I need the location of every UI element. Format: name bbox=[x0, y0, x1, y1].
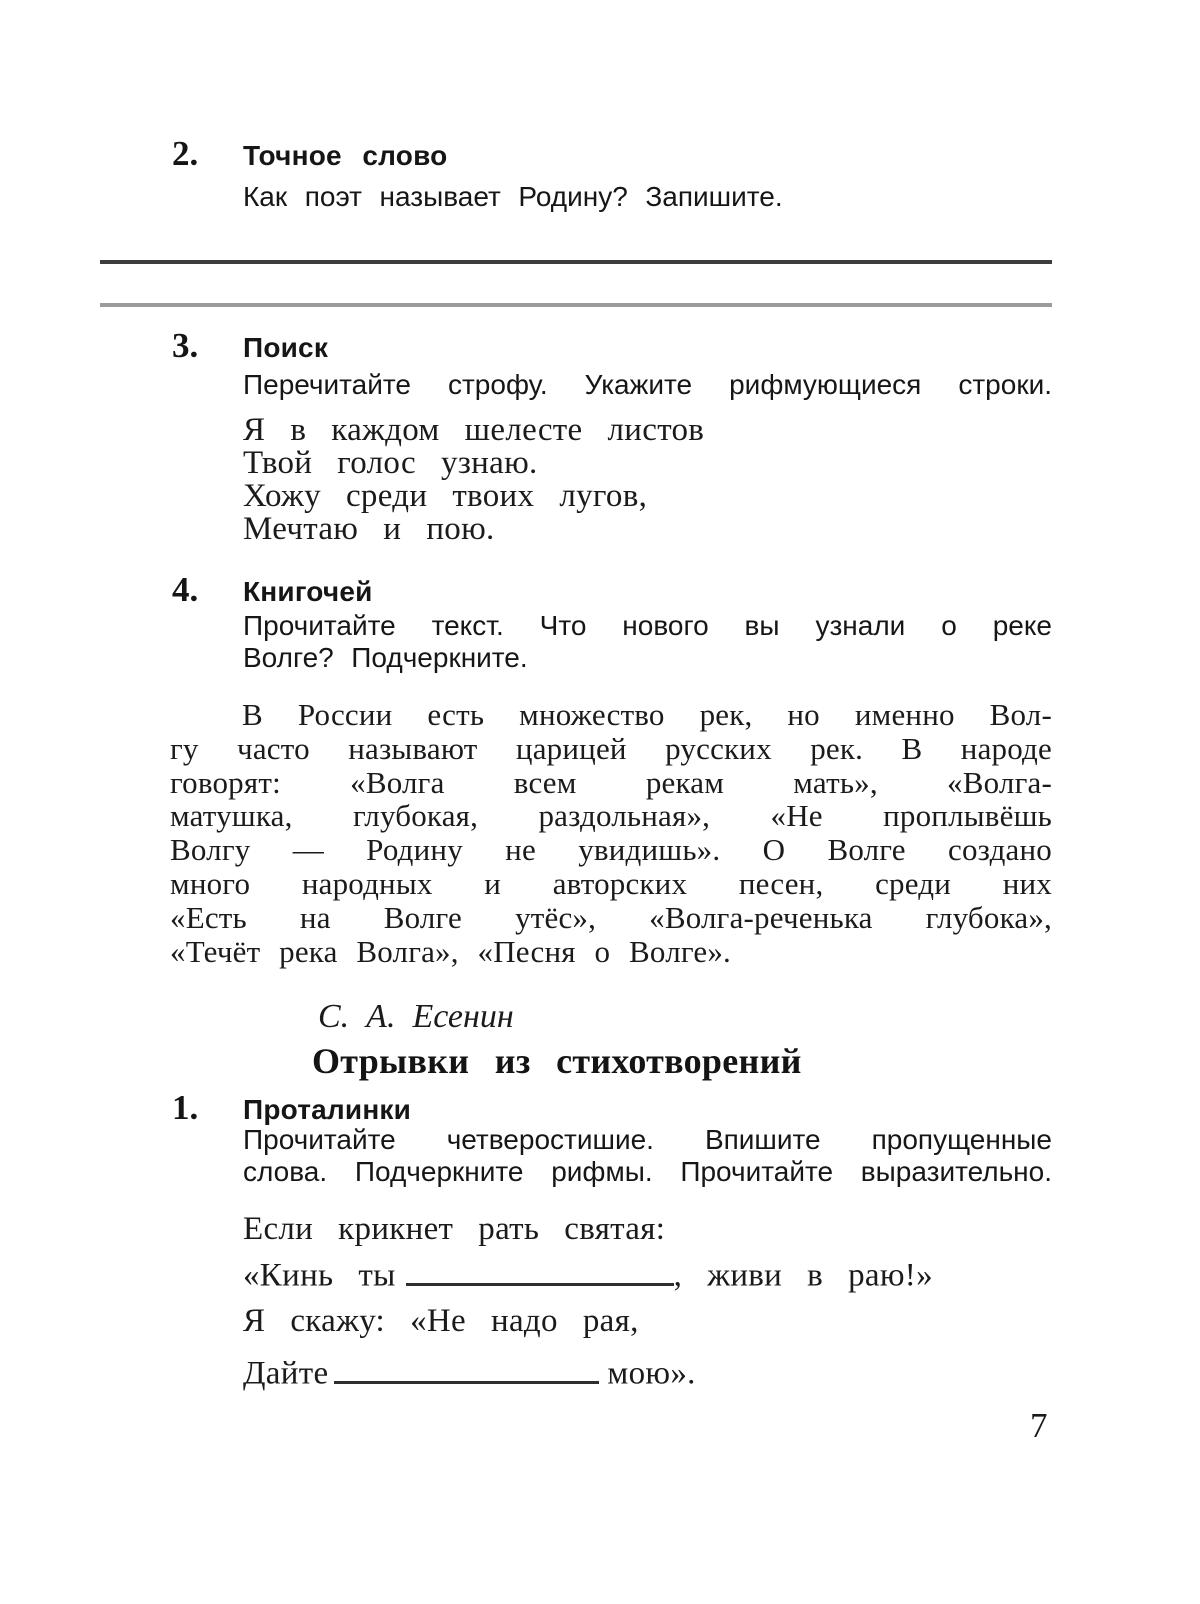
section-3-instruction bbox=[243, 369, 1052, 401]
section-1-number: 1. bbox=[172, 1088, 199, 1127]
poem-line-with-blank bbox=[243, 1350, 1052, 1396]
section-4-number: 4. bbox=[172, 570, 199, 609]
fill-in-blank-2[interactable] bbox=[334, 1350, 599, 1384]
text-line: говорят: «Волга всем рекам мать», «Волга- bbox=[170, 764, 1052, 800]
text-line: «Есть на Волге утёс», «Волга-реченька глубока», bbox=[170, 899, 1052, 935]
section-4-title: Книгочей bbox=[243, 576, 373, 607]
text-line: В России есть множество рек, но именно Вол- bbox=[242, 697, 1052, 732]
answer-line-1[interactable] bbox=[100, 260, 1052, 264]
answer-line-2[interactable] bbox=[100, 303, 1052, 307]
poem-line: Если крикнет рать святая: bbox=[243, 1211, 666, 1247]
section-2-number: 2. bbox=[172, 134, 199, 173]
poem-line: Хожу среди твоих лугов, bbox=[243, 478, 648, 514]
poem-line: Я скажу: «Не надо рая, bbox=[243, 1303, 639, 1339]
poem-line-with-blank bbox=[243, 1252, 1052, 1298]
section-1-header bbox=[172, 1088, 411, 1128]
stanza-poem bbox=[243, 414, 1052, 546]
section-4-instruction bbox=[243, 610, 1052, 674]
volga-text bbox=[170, 698, 1052, 968]
text-line: Волгу — Родину не увидишь». О Волге создано bbox=[170, 832, 1052, 868]
instruction-line: Перечитайте строфу. Укажите рифмующиеся строки. bbox=[243, 369, 1052, 400]
fill-in-blank-1[interactable] bbox=[406, 1252, 674, 1286]
text-line: матушка, глубокая, раздольная», «Не проплывёшь bbox=[170, 798, 1052, 834]
poem-text: «Кинь ты bbox=[243, 1257, 396, 1294]
section-2-instruction bbox=[243, 181, 1052, 213]
poem-text: , живи в раю!» bbox=[673, 1257, 933, 1294]
text-line: много народных и авторских песен, среди них bbox=[170, 865, 1052, 901]
page-number: 7 bbox=[1030, 1406, 1048, 1445]
esenin-quatrain bbox=[243, 1206, 1052, 1396]
section-2-header bbox=[172, 134, 447, 174]
section-3-header bbox=[172, 326, 328, 366]
poem-text: мою». bbox=[607, 1355, 696, 1392]
poem-line: Я в каждом шелесте листов bbox=[243, 412, 705, 448]
author-heading: С. А. Есенин bbox=[318, 998, 514, 1035]
section-4-header bbox=[172, 570, 373, 610]
instruction-line: Прочитайте четверостишие. Впишите пропущенные bbox=[243, 1124, 1052, 1155]
poems-title: Отрывки из стихотворений bbox=[312, 1041, 802, 1081]
section-1-title: Проталинки bbox=[243, 1094, 412, 1125]
text-line: гу часто называют царицей русских рек. В народе bbox=[170, 730, 1052, 766]
instruction-line: слова. Подчеркните рифмы. Прочитайте выразительно. bbox=[243, 1156, 1052, 1187]
instruction-line: Волге? Подчеркните. bbox=[243, 642, 528, 673]
section-1-instruction bbox=[243, 1124, 1052, 1188]
section-3-number: 3. bbox=[172, 326, 199, 365]
instruction-line: Как поэт называет Родину? Запишите. bbox=[243, 181, 783, 212]
poem-text: Дайте bbox=[243, 1355, 329, 1392]
section-2-title: Точное слово bbox=[243, 140, 448, 171]
poem-line: Мечтаю и пою. bbox=[243, 511, 495, 547]
section-3-title: Поиск bbox=[243, 332, 329, 363]
instruction-line: Прочитайте текст. Что нового вы узнали о реке bbox=[243, 610, 1052, 641]
text-line: «Течёт река Волга», «Песня о Волге». bbox=[170, 933, 731, 969]
poem-line: Твой голос узнаю. bbox=[243, 445, 538, 481]
